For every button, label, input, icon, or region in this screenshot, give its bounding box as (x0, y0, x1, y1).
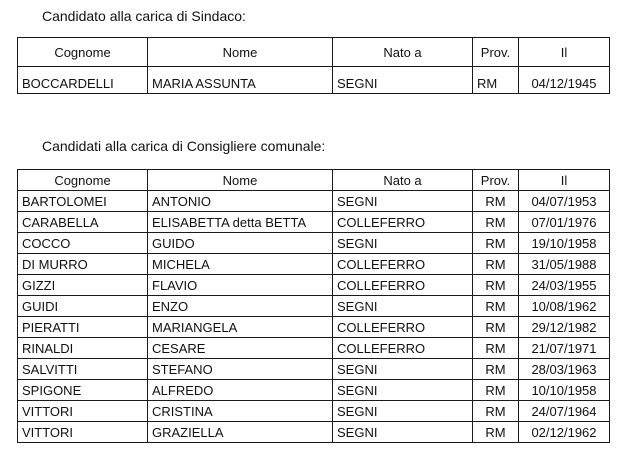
table-row (18, 191, 610, 212)
mayor-candidate-table (17, 37, 610, 94)
table-row (18, 317, 610, 338)
table-row (18, 401, 610, 422)
cell-prov: RM (473, 212, 519, 233)
cell-nome: MICHELA (148, 254, 333, 275)
column-header-cognome: Cognome (18, 170, 148, 191)
column-header-nome: Nome (148, 170, 333, 191)
cell-prov: RM (473, 67, 519, 94)
cell-cognome: BARTOLOMEI (18, 191, 148, 212)
cell-nato-a: SEGNI (333, 401, 473, 422)
table-row (18, 233, 610, 254)
table-header-row (18, 170, 610, 191)
column-header-cognome: Cognome (18, 38, 148, 67)
table-row (18, 359, 610, 380)
cell-cognome: VITTORI (18, 401, 148, 422)
cell-prov: RM (473, 422, 519, 443)
column-header-nato-a: Nato a (333, 38, 473, 67)
cell-cognome: SPIGONE (18, 380, 148, 401)
cell-cognome: BOCCARDELLI (18, 67, 148, 94)
cell-cognome: COCCO (18, 233, 148, 254)
cell-il: 29/12/1982 (519, 317, 610, 338)
cell-prov: RM (473, 254, 519, 275)
cell-cognome: GUIDI (18, 296, 148, 317)
cell-prov: RM (473, 380, 519, 401)
cell-nome: MARIANGELA (148, 317, 333, 338)
cell-nato-a: SEGNI (333, 191, 473, 212)
council-section-heading: Candidati alla carica di Consigliere comunale: (42, 138, 326, 154)
cell-nome: ALFREDO (148, 380, 333, 401)
cell-nato-a: COLLEFERRO (333, 317, 473, 338)
cell-cognome: DI MURRO (18, 254, 148, 275)
cell-prov: RM (473, 296, 519, 317)
cell-cognome: PIERATTI (18, 317, 148, 338)
cell-nome: GUIDO (148, 233, 333, 254)
cell-prov: RM (473, 233, 519, 254)
cell-cognome: VITTORI (18, 422, 148, 443)
table-row (18, 422, 610, 443)
cell-il: 24/03/1955 (519, 275, 610, 296)
council-candidates-table (17, 169, 610, 443)
cell-il: 19/10/1958 (519, 233, 610, 254)
cell-il: 28/03/1963 (519, 359, 610, 380)
cell-il: 21/07/1971 (519, 338, 610, 359)
cell-nato-a: SEGNI (333, 359, 473, 380)
cell-nato-a: SEGNI (333, 296, 473, 317)
cell-nome: CRISTINA (148, 401, 333, 422)
column-header-nato-a: Nato a (333, 170, 473, 191)
column-header-prov: Prov. (473, 170, 519, 191)
cell-nato-a: SEGNI (333, 67, 473, 94)
cell-cognome: SALVITTI (18, 359, 148, 380)
cell-nato-a: COLLEFERRO (333, 275, 473, 296)
column-header-nome: Nome (148, 38, 333, 67)
cell-prov: RM (473, 191, 519, 212)
table-row (18, 338, 610, 359)
cell-nome: ENZO (148, 296, 333, 317)
table-row (18, 67, 610, 94)
table-row (18, 296, 610, 317)
cell-nome: ELISABETTA detta BETTA (148, 212, 333, 233)
cell-nato-a: SEGNI (333, 380, 473, 401)
table-row (18, 212, 610, 233)
cell-il: 24/07/1964 (519, 401, 610, 422)
cell-nome: ANTONIO (148, 191, 333, 212)
cell-il: 31/05/1988 (519, 254, 610, 275)
cell-nato-a: SEGNI (333, 422, 473, 443)
table-row (18, 275, 610, 296)
cell-il: 02/12/1962 (519, 422, 610, 443)
cell-prov: RM (473, 317, 519, 338)
cell-il: 07/01/1976 (519, 212, 610, 233)
cell-cognome: GIZZI (18, 275, 148, 296)
cell-prov: RM (473, 401, 519, 422)
cell-nato-a: SEGNI (333, 233, 473, 254)
column-header-prov: Prov. (473, 38, 519, 67)
column-header-il: Il (519, 170, 610, 191)
cell-il: 10/10/1958 (519, 380, 610, 401)
cell-il: 10/08/1962 (519, 296, 610, 317)
cell-nome: STEFANO (148, 359, 333, 380)
cell-nato-a: COLLEFERRO (333, 254, 473, 275)
cell-cognome: CARABELLA (18, 212, 148, 233)
cell-nome: FLAVIO (148, 275, 333, 296)
cell-nato-a: COLLEFERRO (333, 338, 473, 359)
cell-nome: CESARE (148, 338, 333, 359)
cell-il: 04/12/1945 (519, 67, 610, 94)
cell-prov: RM (473, 275, 519, 296)
cell-prov: RM (473, 338, 519, 359)
mayor-section-heading: Candidato alla carica di Sindaco: (42, 8, 246, 24)
cell-prov: RM (473, 359, 519, 380)
cell-il: 04/07/1953 (519, 191, 610, 212)
table-header-row (18, 38, 610, 67)
column-header-il: Il (519, 38, 610, 67)
cell-nato-a: COLLEFERRO (333, 212, 473, 233)
table-row (18, 380, 610, 401)
cell-nome: GRAZIELLA (148, 422, 333, 443)
cell-cognome: RINALDI (18, 338, 148, 359)
cell-nome: MARIA ASSUNTA (148, 67, 333, 94)
table-row (18, 254, 610, 275)
